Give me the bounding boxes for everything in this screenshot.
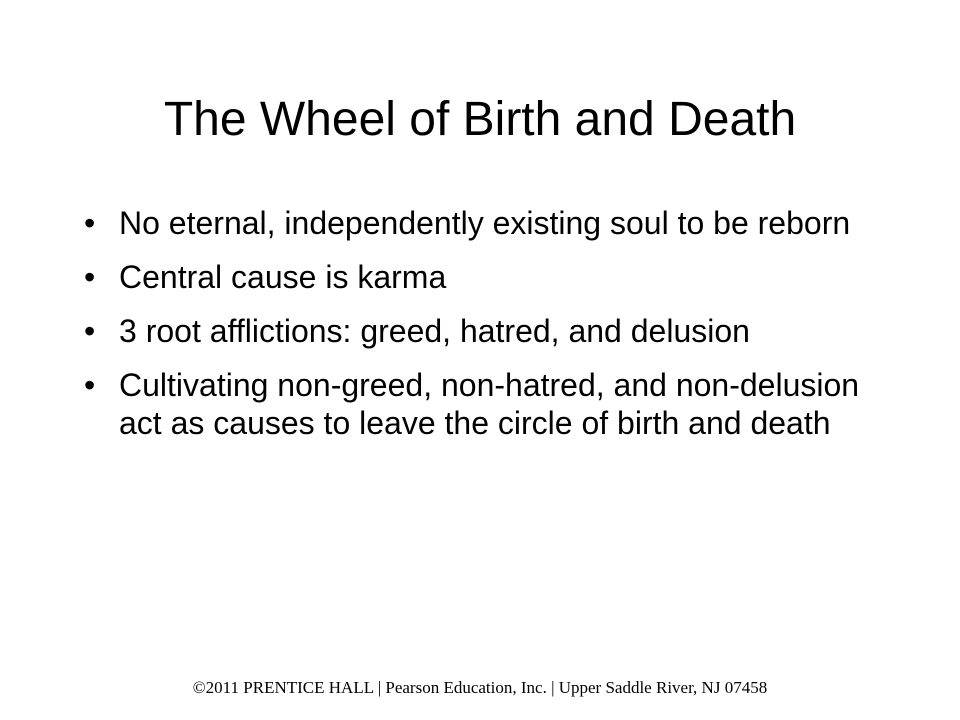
bullet-text: Central cause is karma — [119, 259, 447, 295]
bullet-text: No eternal, independently existing soul to be reborn — [119, 205, 851, 241]
bullet-list — [84, 204, 874, 458]
bullet-text: 3 root afflictions: greed, hatred, and delusion — [119, 313, 750, 349]
bullet-item — [84, 204, 874, 242]
copyright-footer: ©2011 PRENTICE HALL | Pearson Education, Inc. | Upper Saddle River, NJ 07458 — [192, 678, 768, 697]
bullet-marker: • — [84, 313, 96, 349]
bullet-item — [84, 258, 874, 296]
bullet-item — [84, 312, 874, 350]
bullet-marker: • — [84, 367, 96, 403]
bullet-marker: • — [84, 205, 96, 241]
bullet-item — [84, 366, 874, 442]
bullet-marker: • — [84, 259, 96, 295]
bullet-text: Cultivating non-greed, non-hatred, and non-delusion act as causes to leave the circle of birth and death — [119, 367, 860, 441]
slide-title: The Wheel of Birth and Death — [163, 93, 797, 146]
